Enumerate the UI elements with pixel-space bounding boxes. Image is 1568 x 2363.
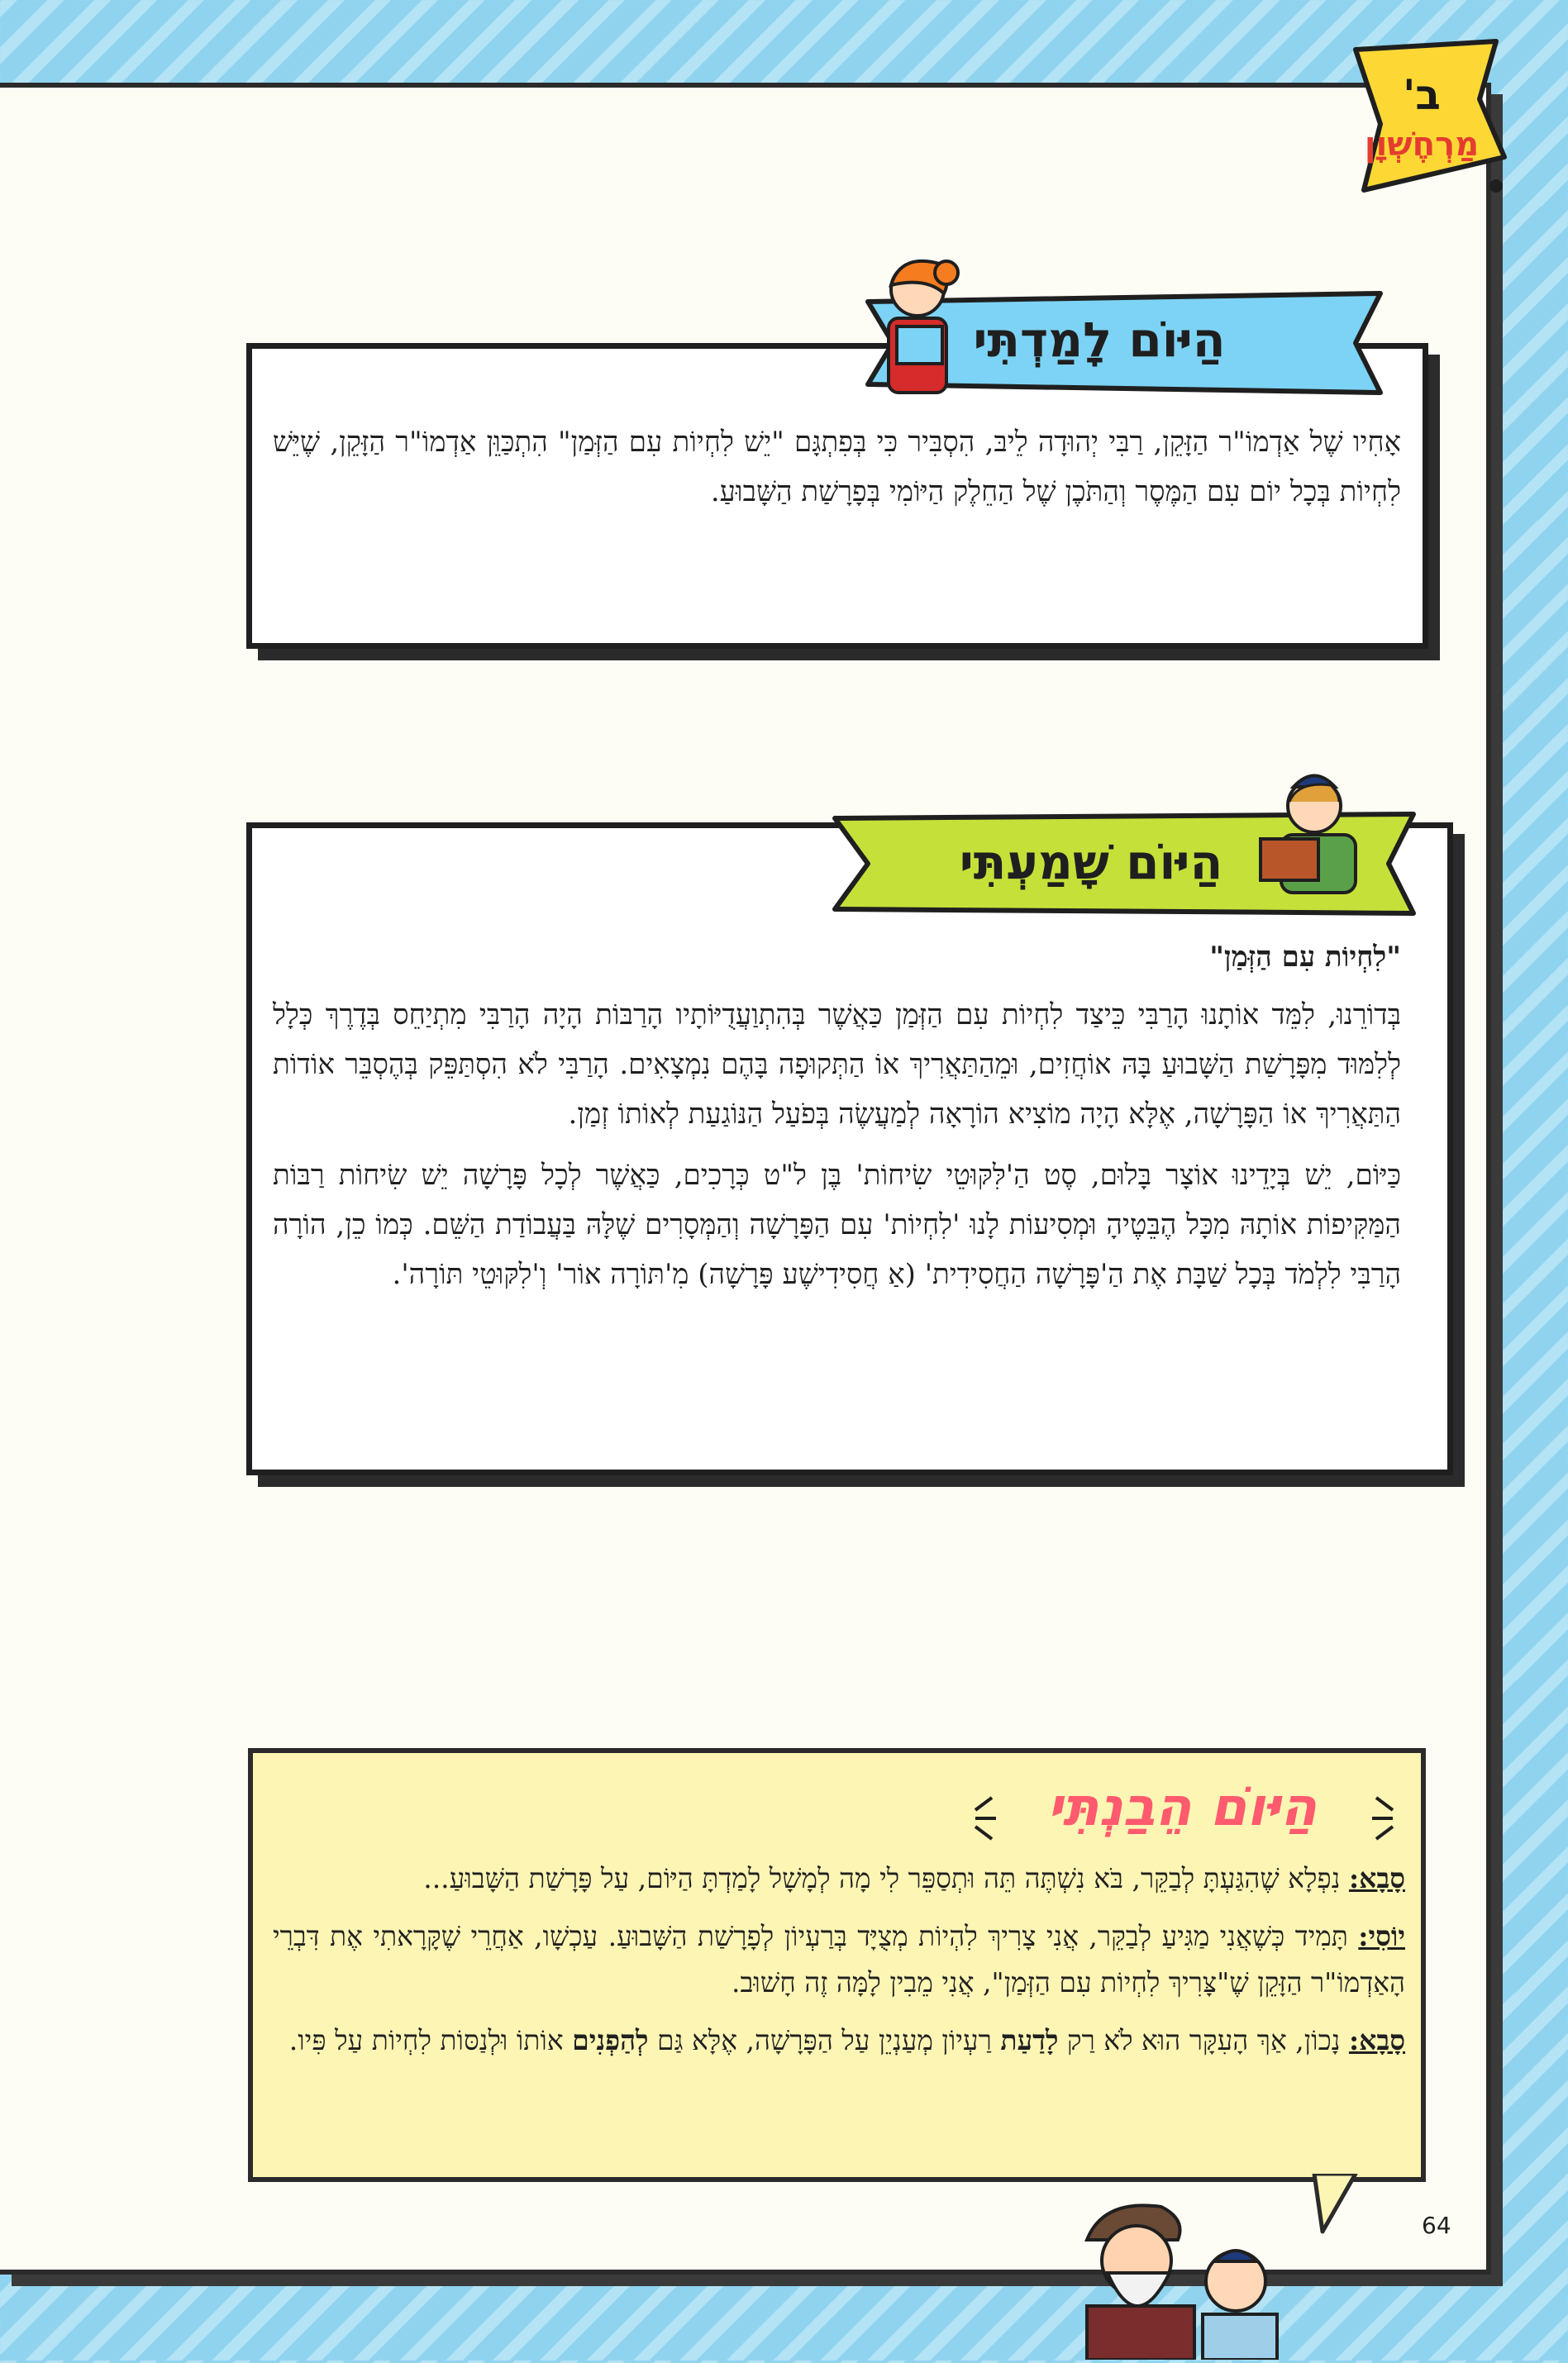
learned-title: הַיּוֹם לָמַדְתִּי: [973, 312, 1226, 368]
dialog: [273, 1856, 1405, 2075]
learned-text: [273, 417, 1401, 528]
heard-subtitle: "לִחְיוֹת עִם הַזְּמַן": [1209, 941, 1401, 974]
dialog-text: אוֹתוֹ וּלְנַסּוֹת לִחְיוֹת עַל פִּיו.: [288, 2024, 573, 2056]
dialog-text: נָכוֹן, אַךְ הָעִקָּר הוּא לֹא רַק: [1058, 2024, 1341, 2056]
dialog-line: [273, 1856, 1405, 1902]
speaker-name: סָבָא:: [1348, 2024, 1405, 2056]
grandfather-and-boy-icon: [1070, 2182, 1318, 2363]
dialog-line: [273, 1913, 1405, 2006]
burst-lines-icon: [1368, 1789, 1434, 1851]
boy-reading-icon: [1256, 760, 1372, 904]
dialog-line: [273, 2018, 1405, 2064]
speaker-name: יוֹסִי:: [1358, 1920, 1405, 1952]
learned-paragraph: אָחִיו שֶׁל אַדְמוֹ"ר הַזָּקֵן, רַבִּי יְהוּדָה לֵיבּ, הִסְבִּיר כִּי בְּפִתְגָּם "יֵשׁ לִחְיוֹת עִם הַזְּמַן" הִתְכַּוֵּן אַדְמוֹ"ר הַזָּקֵן, שֶׁיֵּשׁ לִחְיוֹת בְּכָל יוֹם עִם הַמֶּסֶר וְהַתֹּכֶן שֶׁל הַחֵלֶק הַיּוֹמִי בְּפָרָשַׁת הַשָּׁבוּעַ.: [273, 426, 1401, 508]
dialog-text: נִפְלָא שֶׁהִגַּעְתָּ לְבַקֵּר, בֹּא נִשְׁתֶּה תֵּה וּתְסַפֵּר לִי מָה לְמָשָׁל לָמַדְתָּ הַיּוֹם, עַל פָּרָשַׁת הַשָּׁבוּעַ...: [423, 1862, 1341, 1894]
burst-lines-icon: [934, 1789, 1000, 1851]
understood-title: הַיּוֹם הֵבַנְתִּי: [1046, 1777, 1318, 1838]
dialog-text: תָּמִיד כְּשֶׁאֲנִי מַגִּיעַ לְבַקֵּר, אֲנִי צָרִיךְ לִהְיוֹת מְצֻיָּד בְּרַעְיוֹן לְפָרָשַׁת הַשָּׁבוּעַ. עַכְשָׁו, אַחֲרֵי שֶׁקָּרָאתִי אֶת דִּבְרֵי הָאַדְמוֹ"ר הַזָּקֵן שֶׁ"צָּרִיךְ לִחְיוֹת עִם הַזְּמַן", אֲנִי מֵבִין לָמָּה זֶה חָשׁוּב.: [273, 1920, 1405, 1999]
dialog-text: רַעְיוֹן מְעַנְיֵן עַל הַפָּרָשָׁה, אֶלָּא גַּם: [648, 2024, 1001, 2056]
heard-text: [273, 932, 1401, 1311]
date-tag: [1331, 33, 1513, 207]
heard-paragraph: בְּדוֹרֵנוּ, לִמֵּד אוֹתָנוּ הָרַבִּי כֵּיצַד לִחְיוֹת עִם הַזְּמַן כַּאֲשֶׁר בְּהִתְוַעֲדֻיּוֹתָיו הָרַבּוֹת הָיָה הָרַבִּי מִתְיַחֵס בְּדֶרֶךְ כְּלָל לְלִמּוּד מִפָּרָשַׁת הַשָּׁבוּעַ בָּהּ אוֹחֲזִים, וּמֵהַתַּאֲרִיךְ אוֹ הַתְּקוּפָה בָּהֶם נִמְצָאִים. הָרַבִּי לֹא הִסְתַּפֵּק בְּהֶסְבֵּר אוֹדוֹת הַתַּאֲרִיךְ אוֹ הַפָּרָשָׁה, אֶלָּא הָיָה מוֹצִיא הוֹרָאָה לְמַעֲשֶׂה בְּפֹעַל הַנּוֹגַעַת לְאוֹתוֹ זְמַן.: [273, 998, 1401, 1131]
dialog-emphasis: לְהַפְנִים: [572, 2024, 649, 2056]
date-ribbon-icon: [1331, 33, 1513, 207]
heard-title: הַיּוֹם שָׁמַעְתִּי: [959, 834, 1223, 890]
date-letter: ב': [1403, 71, 1441, 119]
speaker-name: סָבָא:: [1348, 1862, 1405, 1894]
girl-reading-icon: [868, 248, 967, 408]
date-month: מַרְחֶשְׁוָן: [1364, 126, 1480, 164]
heard-paragraph: כַּיּוֹם, יֵשׁ בְּיָדֵינוּ אוֹצָר בָּלוּם, סֶט הַ'לִּקּוּטֵי שִׂיחוֹת' בֶּן ל"ט כְּרָכִים, כַּאֲשֶׁר לְכָל פָּרָשָׁה יֵשׁ שִׂיחוֹת רַבּוֹת הַמַּקִּיפוֹת אוֹתָהּ מִכָּל הֶבֵּטֶיהָ וּמְסִיעוֹת לָנוּ 'לִחְיוֹת' עִם הַפָּרָשָׁה וְהַמְּסָרִים שֶׁלָּהּ בַּעֲבוֹדַת הַשֵּׁם. כְּמוֹ כֵן, הוֹרָה הָרַבִּי לִלְמֹד בְּכָל שַׁבָּת אֶת הַ'פָּרָשָׁה הַחֲסִידִית' (אַ חֲסִידִישֶׁע פָּרָשָׁה) מִ'תּוֹרָה אוֹר' וְ'לִקּוּטֵי תּוֹרָה'.: [273, 1159, 1401, 1291]
dialog-emphasis: לָדַעַת: [1000, 2024, 1059, 2056]
page-number: 64: [1422, 2212, 1451, 2239]
